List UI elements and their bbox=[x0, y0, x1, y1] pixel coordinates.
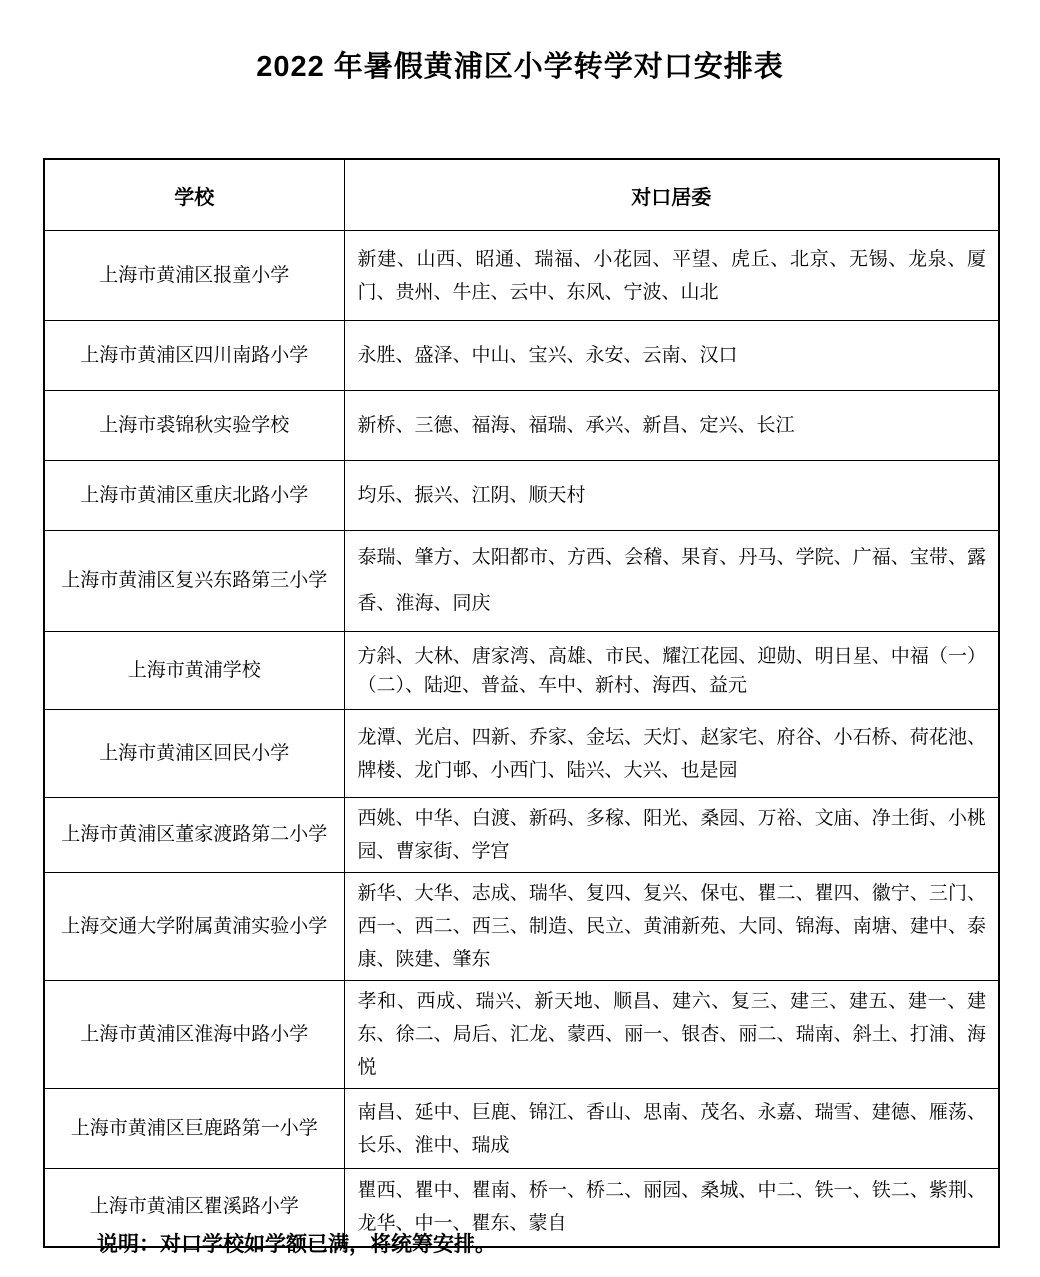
school-name: 上海市黄浦区巨鹿路第一小学 bbox=[44, 1089, 344, 1169]
committee-list: 新桥、三德、福海、福瑞、承兴、新昌、定兴、长江 bbox=[344, 391, 999, 461]
school-name: 上海市黄浦区瞿溪路小学 bbox=[44, 1169, 344, 1247]
committee-list: 瞿西、瞿中、瞿南、桥一、桥二、丽园、桑城、中二、铁一、铁二、紫荆、龙华、中一、瞿东、蒙自 bbox=[344, 1169, 999, 1247]
committee-list: 方斜、大林、唐家湾、高雄、市民、耀江花园、迎勋、明日星、中福（一）（二）、陆迎、普益、车中、新村、海西、益元 bbox=[344, 632, 999, 710]
committee-list: 南昌、延中、巨鹿、锦江、香山、思南、茂名、永嘉、瑞雪、建德、雁荡、长乐、淮中、瑞成 bbox=[344, 1089, 999, 1169]
school-name: 上海市黄浦区复兴东路第三小学 bbox=[44, 531, 344, 632]
school-name: 上海市黄浦区四川南路小学 bbox=[44, 321, 344, 391]
committee-list: 均乐、振兴、江阴、顺天村 bbox=[344, 461, 999, 531]
table-row bbox=[44, 531, 999, 632]
table-row bbox=[44, 981, 999, 1089]
committee-list: 永胜、盛泽、中山、宝兴、永安、云南、汉口 bbox=[344, 321, 999, 391]
school-name: 上海市黄浦区回民小学 bbox=[44, 710, 344, 798]
footer-note: 说明：对口学校如学额已满，将统筹安排。 bbox=[97, 1233, 496, 1256]
table-header-row bbox=[44, 159, 999, 231]
transfer-assignment-table bbox=[43, 158, 1000, 1248]
table-row bbox=[44, 1089, 999, 1169]
table-row bbox=[44, 391, 999, 461]
table-row bbox=[44, 873, 999, 981]
school-name: 上海市黄浦区淮海中路小学 bbox=[44, 981, 344, 1089]
table-row bbox=[44, 321, 999, 391]
table-row bbox=[44, 461, 999, 531]
school-name: 上海市黄浦区董家渡路第二小学 bbox=[44, 798, 344, 873]
committee-list: 西姚、中华、白渡、新码、多稼、阳光、桑园、万裕、文庙、净土街、小桃园、曹家街、学宫 bbox=[344, 798, 999, 873]
table-row bbox=[44, 632, 999, 710]
table-row bbox=[44, 710, 999, 798]
committee-list: 新建、山西、昭通、瑞福、小花园、平望、虎丘、北京、无锡、龙泉、厦门、贵州、牛庄、云中、东风、宁波、山北 bbox=[344, 231, 999, 321]
school-name: 上海市黄浦学校 bbox=[44, 632, 344, 710]
column-header-school: 学校 bbox=[44, 159, 344, 231]
committee-list: 新华、大华、志成、瑞华、复四、复兴、保屯、瞿二、瞿四、徽宁、三门、西一、西二、西三、制造、民立、黄浦新苑、大同、锦海、南塘、建中、泰康、陕建、肇东 bbox=[344, 873, 999, 981]
page-title: 2022 年暑假黄浦区小学转学对口安排表 bbox=[256, 51, 784, 83]
table-row bbox=[44, 231, 999, 321]
school-name: 上海市黄浦区报童小学 bbox=[44, 231, 344, 321]
school-name: 上海市裘锦秋实验学校 bbox=[44, 391, 344, 461]
committee-list: 泰瑞、肇方、太阳都市、方西、会稽、果育、丹马、学院、广福、宝带、露香、淮海、同庆 bbox=[344, 531, 999, 632]
school-name: 上海交通大学附属黄浦实验小学 bbox=[44, 873, 344, 981]
committee-list: 孝和、西成、瑞兴、新天地、顺昌、建六、复三、建三、建五、建一、建东、徐二、局后、汇龙、蒙西、丽一、银杏、丽二、瑞南、斜土、打浦、海悦 bbox=[344, 981, 999, 1089]
school-name: 上海市黄浦区重庆北路小学 bbox=[44, 461, 344, 531]
table-row bbox=[44, 798, 999, 873]
committee-list: 龙潭、光启、四新、乔家、金坛、天灯、赵家宅、府谷、小石桥、荷花池、牌楼、龙门邨、小西门、陆兴、大兴、也是园 bbox=[344, 710, 999, 798]
column-header-committees: 对口居委 bbox=[344, 159, 999, 231]
